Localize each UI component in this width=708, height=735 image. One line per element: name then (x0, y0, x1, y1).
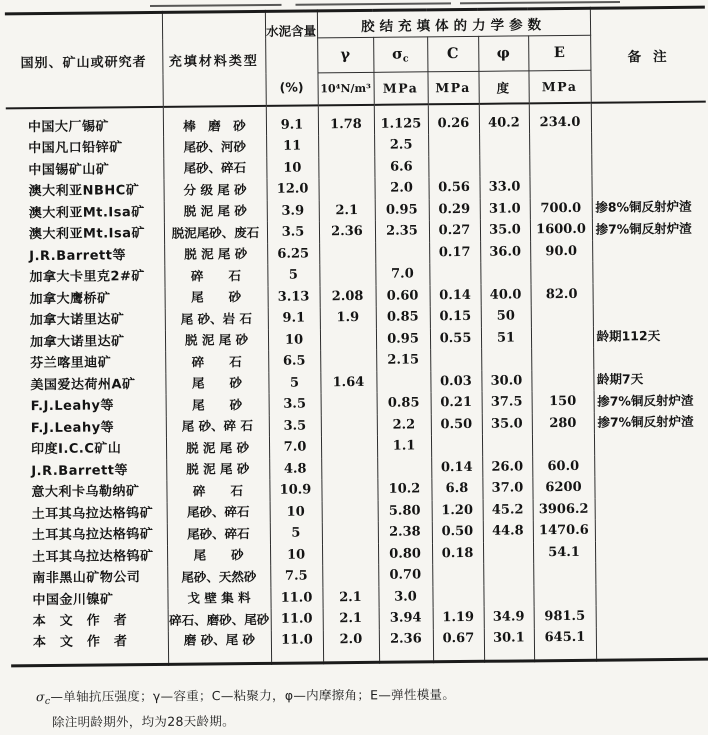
header-remark: 备注 (590, 7, 706, 103)
friction-angle-cell (479, 155, 529, 177)
mine-name-cell: 加拿大诺里达矿 (8, 330, 165, 353)
header-param-gamma: γ (317, 37, 373, 73)
gamma-cell: 2.08 (320, 285, 376, 307)
friction-angle-cell: 35.0 (480, 219, 530, 241)
cement-content-cell: 5 (267, 264, 319, 286)
gamma-cell (318, 156, 374, 178)
header-unit-sigma-c: MPa (373, 72, 427, 105)
mine-name-cell: J.R.Barrett等 (9, 459, 166, 482)
gamma-cell: 2.1 (322, 586, 378, 608)
cohesion-cell: 6.8 (431, 478, 482, 500)
fill-material-cell: 碎 石 (165, 351, 268, 373)
mine-name-cell: F.J.Leahy等 (9, 416, 166, 439)
mine-name-cell: 中国锡矿山矿 (6, 158, 163, 181)
remark-cell (591, 102, 706, 133)
fill-material-cell: 脱 泥 尾 砂 (166, 437, 269, 459)
cement-content-cell: 11.0 (271, 608, 323, 630)
header-country: 国别、矿山或研究者 (5, 12, 163, 108)
gamma-cell (321, 436, 377, 458)
header-param-sigma-c: $\sigma_c$ (373, 37, 427, 73)
elastic-modulus-cell (531, 326, 593, 348)
header-param-cohesion: C (427, 36, 478, 72)
elastic-modulus-cell: 1600.0 (530, 219, 592, 241)
remark-cell (592, 175, 707, 198)
cohesion-cell: 0.14 (430, 284, 481, 306)
cement-content-cell: 10 (270, 501, 322, 523)
fill-material-cell: 尾 砂 (166, 394, 269, 416)
cohesion-cell (428, 134, 479, 156)
remark-cell (593, 347, 708, 370)
remark-cell (592, 261, 707, 284)
elastic-modulus-cell (533, 563, 595, 585)
fill-material-cell: 脱 泥 尾 砂 (164, 243, 267, 265)
friction-angle-cell: 40.2 (479, 103, 529, 133)
friction-angle-cell (482, 434, 532, 456)
cohesion-cell (431, 435, 482, 457)
friction-angle-cell (480, 262, 530, 284)
mine-name-cell: 意大利卡乌勒纳矿 (9, 481, 166, 504)
friction-angle-cell: 37.5 (482, 391, 532, 413)
table-row (11, 626, 708, 666)
mine-name-cell: F.J.Leahy等 (9, 395, 166, 418)
elastic-modulus-cell (529, 154, 591, 176)
cohesion-cell: 0.50 (432, 521, 483, 543)
fill-material-cell: 磨 砂、尾 砂 (168, 630, 271, 664)
elastic-modulus-cell (533, 584, 595, 606)
remark-cell (596, 626, 708, 660)
friction-angle-cell: 37.0 (482, 477, 532, 499)
header-cement-label: 水泥含量 (265, 23, 317, 39)
gamma-cell: 1.64 (320, 371, 376, 393)
fill-parameters-table-wrap (5, 6, 708, 668)
header-unit-modulus: MPa (528, 71, 590, 104)
elastic-modulus-cell: 981.5 (534, 606, 596, 628)
mine-name-cell: 中国凡口铅锌矿 (6, 137, 163, 160)
remark-cell (594, 476, 708, 499)
elastic-modulus-cell (529, 133, 591, 155)
sigma-c-cell: 2.38 (378, 521, 432, 543)
cohesion-cell: 0.03 (430, 370, 481, 392)
gamma-cell (322, 522, 378, 544)
mine-name-cell: 土耳其乌拉达格钨矿 (10, 524, 167, 547)
sigma-c-cell: 2.0 (374, 177, 428, 199)
friction-angle-cell (483, 585, 533, 607)
elastic-modulus-cell: 54.1 (533, 541, 595, 563)
gamma-cell (318, 178, 374, 200)
fill-material-cell: 脱 泥 尾 砂 (165, 329, 268, 351)
fill-material-cell: 脱 泥 尾 砂 (164, 200, 267, 222)
remark-cell (595, 562, 708, 585)
remark-cell: 掺7%铜反射炉渣 (595, 220, 692, 237)
friction-angle-cell: 33.0 (479, 176, 529, 198)
gamma-cell: 2.1 (323, 608, 379, 630)
remark-cell (593, 282, 708, 305)
remark-cell (592, 239, 707, 262)
gamma-cell (320, 328, 376, 350)
mine-name-cell: 加拿大卡里克2#矿 (7, 266, 164, 289)
cohesion-cell: 0.67 (433, 628, 484, 661)
sigma-c-cell: 3.0 (378, 586, 432, 608)
mine-name-cell: 澳大利亚Mt.Isa矿 (7, 201, 164, 224)
sigma-symbol: σ (35, 689, 45, 705)
elastic-modulus-cell: 1470.6 (533, 520, 595, 542)
sigma-c-cell: 0.70 (378, 564, 432, 586)
remark-cell (591, 153, 706, 176)
friction-angle-cell: 51 (481, 327, 531, 349)
friction-angle-cell (479, 133, 529, 155)
cement-content-cell: 9.1 (268, 307, 320, 329)
cohesion-cell: 0.15 (430, 306, 481, 328)
cohesion-cell (428, 155, 479, 177)
gamma-cell (322, 543, 378, 565)
cement-content-cell: 10 (270, 544, 322, 566)
elastic-modulus-cell: 645.1 (534, 627, 596, 661)
elastic-modulus-cell: 280 (532, 412, 594, 434)
friction-angle-cell (481, 348, 531, 370)
mine-name-cell: 加拿大诺里达矿 (8, 309, 165, 332)
elastic-modulus-cell: 82.0 (531, 283, 593, 305)
remark-cell (595, 519, 708, 542)
cement-content-cell: 4.8 (269, 458, 321, 480)
cement-content-cell: 7.5 (270, 565, 322, 587)
cohesion-cell: 0.21 (431, 392, 482, 414)
sigma-c-cell: 0.60 (376, 285, 430, 307)
friction-angle-cell: 36.0 (480, 241, 530, 263)
cohesion-cell: 0.14 (431, 456, 482, 478)
gamma-cell (321, 393, 377, 415)
footnote-definitions: $\sigma_c—$单轴抗压强度；γ—容重；C—粘聚力，φ—内摩擦角；E—弹性模量。 (35, 686, 456, 708)
header-mech-group: 胶结充填体的力学参数 (317, 8, 590, 38)
sigma-c-cell: 10.2 (377, 478, 431, 500)
fill-material-cell: 尾砂、碎石 (167, 501, 270, 523)
friction-angle-cell: 45.2 (483, 499, 533, 521)
mine-name-cell: 中国金川镍矿 (10, 588, 167, 611)
table-body (6, 102, 708, 666)
fill-material-cell: 尾砂、河砂 (163, 136, 266, 158)
cohesion-cell: 0.18 (432, 542, 483, 564)
cohesion-cell: 1.19 (433, 607, 484, 629)
mine-name-cell: 南非黑山矿物公司 (10, 567, 167, 590)
cohesion-cell (432, 585, 483, 607)
cement-content-cell: 11.0 (271, 630, 323, 663)
header-param-phi: φ (478, 36, 528, 72)
cohesion-cell (429, 263, 480, 285)
sigma-c-cell (375, 242, 429, 264)
remark-cell (596, 605, 708, 628)
table-header (5, 7, 706, 108)
friction-angle-cell: 50 (481, 305, 531, 327)
sigma-c-cell: 0.80 (378, 543, 432, 565)
remark-cell: 掺7%铜反射炉渣 (597, 413, 694, 430)
remark-cell (595, 583, 708, 606)
cement-content-cell: 3.5 (267, 221, 319, 243)
cement-content-cell: 3.9 (267, 200, 319, 222)
cement-content-cell: 10.9 (269, 479, 321, 501)
mine-name-cell: 澳大利亚NBHC矿 (6, 180, 163, 203)
elastic-modulus-cell: 234.0 (529, 103, 591, 134)
cohesion-cell: 0.56 (428, 177, 479, 199)
fill-material-cell: 分 级 尾 砂 (163, 179, 266, 201)
cement-content-cell: 7.0 (269, 436, 321, 458)
sigma-c-cell: 3.94 (379, 607, 433, 629)
header-unit-cohesion: MPa (427, 72, 478, 105)
friction-angle-cell: 30.0 (481, 370, 531, 392)
mine-name-cell: 本 文 作 者 (11, 610, 168, 633)
elastic-modulus-cell: 60.0 (532, 455, 594, 477)
fill-material-cell: 尾 砂、岩 石 (165, 308, 268, 330)
elastic-modulus-cell (531, 369, 593, 391)
friction-angle-cell: 34.9 (484, 606, 534, 628)
friction-angle-cell: 26.0 (482, 456, 532, 478)
gamma-cell (318, 135, 374, 157)
elastic-modulus-cell: 150 (532, 391, 594, 413)
sigma-c-cell: 0.95 (376, 328, 430, 350)
fill-material-cell: 戈 壁 集 料 (167, 587, 270, 609)
header-unit-gamma: 10⁴N/m³ (317, 73, 373, 106)
cohesion-cell: 0.50 (431, 413, 482, 435)
remark-cell (593, 304, 708, 327)
fill-material-cell: 尾 砂、碎 石 (166, 415, 269, 437)
elastic-modulus-cell: 3906.2 (533, 498, 595, 520)
mine-name-cell: 芬兰喀里迪矿 (8, 352, 165, 375)
friction-angle-cell: 30.1 (484, 628, 534, 661)
sigma-c-cell: 1.1 (377, 435, 431, 457)
friction-angle-cell: 44.8 (483, 520, 533, 542)
mine-name-cell: 土耳其乌拉达格钨矿 (10, 502, 167, 525)
gamma-cell: 1.78 (318, 105, 374, 136)
fill-material-cell: 尾砂、碎石 (167, 523, 270, 545)
elastic-modulus-cell (532, 434, 594, 456)
cohesion-cell: 0.27 (429, 220, 480, 242)
cement-content-cell: 5 (270, 522, 322, 544)
remark-cell: 掺7%铜反射炉渣 (597, 392, 694, 409)
fill-material-cell: 尾 砂 (165, 372, 268, 394)
mine-name-cell: 加拿大鹰桥矿 (8, 287, 165, 310)
gamma-cell: 2.36 (319, 221, 375, 243)
sigma-c-cell: 2.35 (375, 220, 429, 242)
remark-cell: 龄期112天 (596, 328, 661, 344)
sigma-c-cell: 2.36 (379, 629, 433, 663)
sigma-c-cell: 2.2 (377, 414, 431, 436)
fill-material-cell: 碎石、磨砂、尾砂 (168, 609, 271, 631)
gamma-cell (321, 479, 377, 501)
cohesion-cell: 0.26 (428, 104, 479, 134)
remark-cell (595, 540, 708, 563)
remark-cell: 龄期7天 (596, 371, 644, 387)
cement-content-cell: 11 (266, 135, 318, 157)
sigma-c-cell: 0.85 (377, 392, 431, 414)
cement-content-cell: 10 (266, 157, 318, 179)
mine-name-cell: 土耳其乌拉达格钨矿 (10, 545, 167, 568)
cement-content-cell: 9.1 (266, 105, 318, 135)
elastic-modulus-cell: 700.0 (530, 197, 592, 219)
cement-content-cell: 3.13 (268, 286, 320, 308)
mine-name-cell: 本 文 作 者 (11, 631, 168, 666)
fill-material-cell: 尾砂、碎石 (163, 157, 266, 179)
gamma-cell: 1.9 (320, 307, 376, 329)
remark-cell (594, 433, 708, 456)
sigma-c-cell: 0.85 (376, 306, 430, 328)
fill-material-cell: 棒 磨 砂 (163, 106, 266, 137)
sigma-c-cell: 2.5 (374, 134, 428, 156)
cohesion-cell: 0.17 (429, 241, 480, 263)
remark-cell (595, 497, 708, 520)
footnote-curing-age: 除注明龄期外，均为28天龄期。 (51, 713, 235, 730)
sigma-c-cell: 6.6 (374, 156, 428, 178)
header-param-modulus: E (528, 35, 590, 71)
elastic-modulus-cell: 90.0 (530, 240, 592, 262)
gamma-cell (319, 242, 375, 264)
cohesion-cell: 1.20 (432, 499, 483, 521)
friction-angle-cell (483, 563, 533, 585)
mine-name-cell: 中国大厂锡矿 (6, 107, 163, 139)
sigma-c-cell: 7.0 (375, 263, 429, 285)
gamma-cell (319, 264, 375, 286)
elastic-modulus-cell (529, 176, 591, 198)
elastic-modulus-cell (531, 305, 593, 327)
mine-name-cell: J.R.Barrett等 (7, 244, 164, 267)
gamma-cell: 2.1 (319, 199, 375, 221)
sigma-c-cell: 1.125 (374, 104, 428, 135)
header-cement-unit: (%) (279, 79, 304, 95)
cement-content-cell: 12.0 (266, 178, 318, 200)
elastic-modulus-cell: 6200 (532, 477, 594, 499)
elastic-modulus-cell (530, 262, 592, 284)
header-unit-phi: 度 (478, 71, 528, 104)
cohesion-cell (430, 349, 481, 371)
sigma-c-cell (376, 371, 430, 393)
elastic-modulus-cell (531, 348, 593, 370)
cohesion-cell: 0.29 (429, 198, 480, 220)
sigma-c-cell (377, 457, 431, 479)
fill-material-cell: 尾砂、天然砂 (167, 566, 270, 588)
friction-angle-cell (483, 542, 533, 564)
fill-parameters-table (5, 6, 708, 668)
gamma-cell: 2.0 (323, 629, 379, 663)
cement-content-cell: 11.0 (270, 587, 322, 609)
cement-content-cell: 10 (268, 329, 320, 351)
friction-angle-cell: 40.0 (481, 284, 531, 306)
mine-name-cell: 美国爱达荷州A矿 (8, 373, 165, 396)
remark-cell: 掺8%铜反射炉渣 (595, 198, 692, 215)
cohesion-cell: 0.55 (430, 327, 481, 349)
friction-angle-cell: 31.0 (480, 198, 530, 220)
fill-material-cell: 碎 石 (164, 265, 267, 287)
fill-material-cell: 尾 砂 (165, 286, 268, 308)
cement-content-cell: 6.5 (268, 350, 320, 372)
cement-content-cell: 3.5 (269, 393, 321, 415)
sigma-c-cell: 5.80 (378, 500, 432, 522)
header-cement (265, 11, 318, 106)
gamma-cell (322, 500, 378, 522)
remark-cell (591, 132, 706, 155)
gamma-cell (322, 565, 378, 587)
fill-material-cell: 脱 泥 尾 砂 (166, 458, 269, 480)
gamma-cell (321, 457, 377, 479)
cohesion-cell (432, 564, 483, 586)
scan-artifact-line (150, 1, 620, 7)
friction-angle-cell: 35.0 (482, 413, 532, 435)
gamma-cell (321, 414, 377, 436)
fill-material-cell: 脱泥尾砂、废石 (164, 222, 267, 244)
fill-material-cell: 碎 石 (166, 480, 269, 502)
remark-cell (594, 454, 708, 477)
mine-name-cell: 印度I.C.C矿山 (9, 438, 166, 461)
gamma-cell (320, 350, 376, 372)
mine-name-cell: 澳大利亚Mt.Isa矿 (7, 223, 164, 246)
fill-material-cell: 尾 砂 (167, 544, 270, 566)
header-material: 充填材料类型 (162, 11, 266, 106)
cement-content-cell: 3.5 (269, 415, 321, 437)
cement-content-cell: 5 (268, 372, 320, 394)
cement-content-cell: 6.25 (267, 243, 319, 265)
sigma-c-cell: 0.95 (375, 199, 429, 221)
sigma-c-cell: 2.15 (376, 349, 430, 371)
